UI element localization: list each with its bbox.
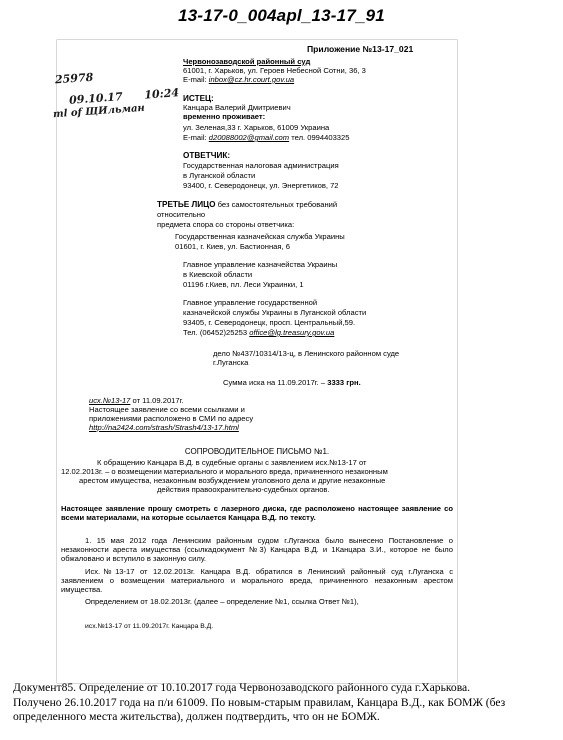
plaintiff-phone: тел. 0994403325 [291, 133, 350, 142]
paragraph-2: Исх.№13-17 от 12.02.2013г. Канцара В.Д. обратился в Ленинский районный суд г.Луганска с заявлением о возмещении материального и морального вреда, причиненного незаконным арестом имущества. [61, 567, 453, 594]
stamp-signature: ml of ЩИльман [52, 102, 146, 121]
intro-line2: 12.02.2013г. – о возмещении материального и морального вреда, причиненного незаконным [61, 467, 388, 476]
letter-title: СОПРОВОДИТЕЛЬНОЕ ПИСЬМО №1. [184, 447, 330, 456]
ref-line [89, 396, 184, 405]
caption-line1: Документ85. Определение от 10.10.2017 года Червонозаводского районного суда г.Харькова. [13, 681, 471, 694]
lugansk-treasury-line2: казначейской службы Украины в Луганской области [183, 308, 367, 317]
defendant-line1: Государственная налоговая администрация [183, 161, 339, 170]
court-name: Червонозаводской районный суд [183, 57, 311, 66]
court-email-label: E-mail: [183, 75, 207, 84]
kyiv-treasury-line2: в Киевской области [183, 270, 253, 279]
stamp-date: 09.10.17 [68, 90, 124, 107]
case-line1: дело №437/10314/13-ц, в Ленинского районном суде [213, 349, 400, 358]
plaintiff-email-link[interactable]: d20088002@gmail.com [208, 133, 290, 142]
intro-line3: арестом имущества, незаконным возбуждением уголовного дела и другие незаконные [79, 476, 386, 485]
third-party-line2: относительно [157, 210, 206, 219]
ref-number: исх.№13-17 [89, 396, 131, 405]
ref-line3: приложениями расположено в СМИ по адресу [89, 414, 254, 423]
plaintiff-address: ул. Зеленая,33 г. Харьков, 61009 Украина [183, 123, 330, 132]
stamp-time: 10:24 [143, 86, 180, 102]
appendix-label: Приложение №13-17_021 [307, 44, 414, 54]
treasury-address: 01601, г. Киев, ул. Бастионная, 6 [175, 242, 290, 251]
paragraph-3: Определением от 18.02.2013г. (далее – определение №1, ссылка Ответ №1), [85, 597, 359, 606]
scanned-letter [52, 40, 457, 683]
kyiv-treasury-line3: 01196 г.Киев, пл. Леси Украинки, 1 [183, 280, 304, 289]
ref-date: от 11.09.2017г. [132, 396, 184, 405]
defendant-line3: 93400, г. Северодонецк, ул. Энергетиков, 72 [183, 181, 339, 190]
court-address: 61001, г. Харьков, ул. Героев Небесной Сотни, 36, 3 [183, 66, 366, 75]
plaintiff-contact-line [183, 133, 349, 142]
third-party-line3: предмета спора со стороны ответчика: [157, 220, 295, 229]
stamp-number: 25978 [54, 70, 94, 87]
plaintiff-name: Канцара Валерий Дмитриевич [183, 103, 291, 112]
paragraph-1: 1. 15 мая 2012 года Ленинским районным судом г.Луганска было вынесено Постановление о незаконности ареста имущества (ссылкадокумент №3) Канцара В.Д. и 1Канцара З.И., которое не было обжаловано и вступило в законную силу. [61, 536, 453, 563]
defendant-line2: в Луганской области [183, 171, 256, 180]
claim-amount-value: 3333 грн. [327, 378, 361, 387]
defendant-heading: ОТВЕТЧИК: [183, 151, 231, 160]
lugansk-treasury-line3: 93405, г. Северодонецк, просп. Центральный,59. [183, 318, 356, 327]
plaintiff-temp-label: временно проживает: [183, 112, 266, 121]
third-party-heading [157, 200, 337, 209]
intro-line4: действия правоохранительно-судебных органов. [157, 485, 330, 494]
court-email-line [183, 75, 294, 84]
lugansk-phone: Тел. (06452)25253 [183, 328, 248, 337]
plaintiff-email-label: E-mail: [183, 133, 207, 142]
document-id-title: 13-17-0_004apl_13-17_91 [178, 6, 385, 25]
ref-line2: Настоящее заявление со всеми ссылками и [89, 405, 245, 414]
third-party-heading-rest: без самостоятельных требований [217, 200, 338, 209]
letter-footer-ref: исх.№13-17 от 11.09.2017г. Канцара В.Д. [85, 623, 214, 630]
caption-line3: определенного места жительства), должен подтвердить, что он не БОМЖ. [13, 710, 380, 724]
third-party-heading-bold: ТРЕТЬЕ ЛИЦО [157, 200, 216, 209]
claim-amount-label: Сумма иска на 11.09.2017г. – [223, 378, 326, 387]
treasury-name: Государственная казначейская служба Украины [175, 232, 345, 241]
court-email-link[interactable]: inbox@cz.hr.court.gov.ua [208, 75, 295, 84]
intro-line1: К обращению Канцара В.Д. в судебные органы с заявлением исх.№13-17 от [97, 458, 367, 467]
plaintiff-heading: ИСТЕЦ: [183, 94, 214, 103]
kyiv-treasury-line1: Главное управление казначейства Украины [183, 260, 338, 269]
caption-line2: Получено 26.10.2017 года на п/и 61009. По новым-старым правилам, Канцара В.Д., как БОМЖ (без [13, 695, 506, 709]
lugansk-email-link[interactable]: office@lg.treasury.gov.ua [249, 328, 335, 337]
lugansk-contact-line [183, 328, 334, 337]
ref-url-link[interactable]: http://na2424.com/strash/Strash4/13-17.html [89, 423, 239, 432]
document-caption [13, 681, 553, 725]
lugansk-treasury-line1: Главное управление государственной [183, 298, 318, 307]
claim-amount-line [223, 378, 361, 387]
case-line2: г.Луганска [213, 358, 249, 367]
request-paragraph: Настоящее заявление прошу смотреть с лазерного диска, где расположено настоящее заявление со всеми материалами, на которые ссылается Канцара В.Д. по тексту. [61, 504, 453, 522]
